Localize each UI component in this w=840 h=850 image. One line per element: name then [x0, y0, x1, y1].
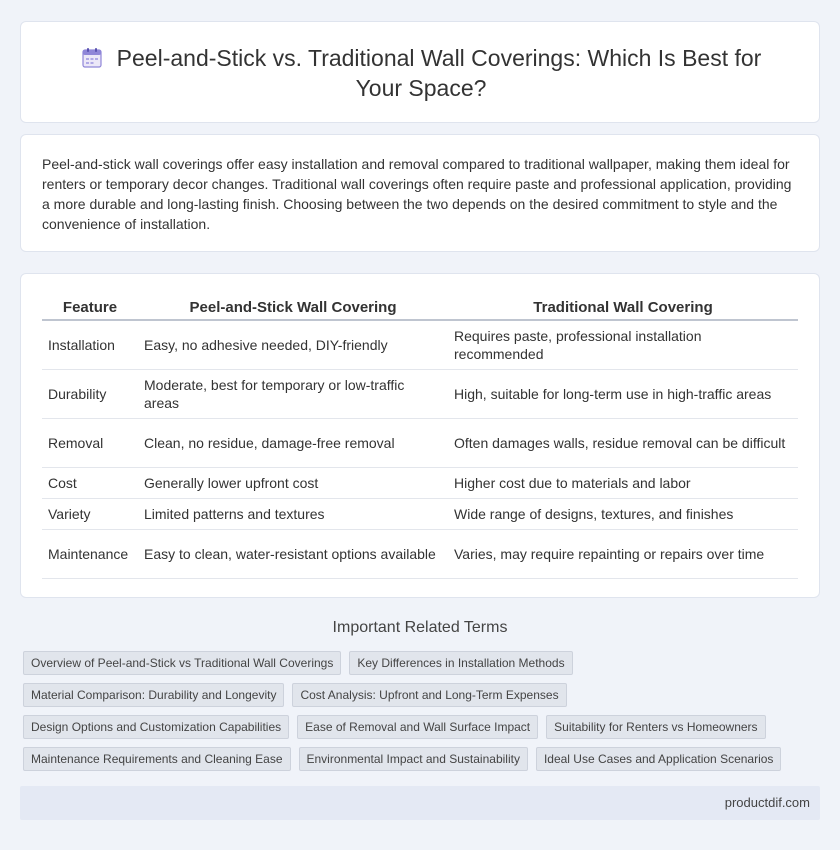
related-term-tag[interactable]: Material Comparison: Durability and Longevity — [23, 683, 284, 707]
row-peel-value: Generally lower upfront cost — [138, 467, 448, 498]
row-traditional-value: High, suitable for long-term use in high-traffic areas — [448, 369, 798, 418]
table-row — [42, 467, 798, 498]
row-traditional-value: Higher cost due to materials and labor — [448, 467, 798, 498]
row-traditional-value: Requires paste, professional installation recommended — [448, 320, 798, 369]
intro-card — [20, 134, 820, 252]
row-feature: Variety — [42, 498, 138, 529]
related-term-tag[interactable]: Overview of Peel-and-Stick vs Traditional Wall Coverings — [23, 651, 341, 675]
related-term-tag[interactable]: Environmental Impact and Sustainability — [299, 747, 528, 771]
calendar-icon — [81, 47, 103, 69]
related-term-tag[interactable]: Cost Analysis: Upfront and Long-Term Expenses — [292, 683, 566, 707]
row-peel-value: Clean, no residue, damage-free removal — [138, 418, 448, 467]
row-feature: Cost — [42, 467, 138, 498]
tag-row — [23, 683, 823, 707]
table-row — [42, 498, 798, 529]
row-feature: Maintenance — [42, 529, 138, 578]
header-feature: Feature — [42, 294, 138, 320]
related-term-tag[interactable]: Ideal Use Cases and Application Scenarios — [536, 747, 781, 771]
footer-site[interactable]: productdif.com — [724, 795, 810, 810]
row-feature: Installation — [42, 320, 138, 369]
row-traditional-value: Wide range of designs, textures, and finishes — [448, 498, 798, 529]
row-peel-value: Limited patterns and textures — [138, 498, 448, 529]
table-row — [42, 418, 798, 467]
related-term-tag[interactable]: Suitability for Renters vs Homeowners — [546, 715, 765, 739]
header-card — [20, 21, 820, 123]
related-terms-title: Important Related Terms — [332, 619, 508, 636]
table-row — [42, 529, 798, 578]
comparison-card — [20, 273, 820, 598]
row-peel-value: Easy to clean, water-resistant options available — [138, 529, 448, 578]
row-traditional-value: Often damages walls, residue removal can be difficult — [448, 418, 798, 467]
row-feature: Durability — [42, 369, 138, 418]
footer — [20, 786, 820, 820]
related-term-tag[interactable]: Design Options and Customization Capabilities — [23, 715, 289, 739]
tag-row — [23, 747, 823, 771]
related-term-tag[interactable]: Ease of Removal and Wall Surface Impact — [297, 715, 538, 739]
related-term-tag[interactable]: Key Differences in Installation Methods — [349, 651, 572, 675]
page-title-text: Peel-and-Stick vs. Traditional Wall Coverings: Which Is Best for Your Space? — [116, 45, 762, 101]
tag-row — [23, 651, 823, 675]
table-row — [42, 369, 798, 418]
row-traditional-value: Varies, may require repainting or repairs over time — [448, 529, 798, 578]
table-row — [42, 320, 798, 369]
header-traditional: Traditional Wall Covering — [448, 294, 798, 320]
row-feature: Removal — [42, 418, 138, 467]
related-terms-list — [23, 651, 823, 779]
row-peel-value: Easy, no adhesive needed, DIY-friendly — [138, 320, 448, 369]
header-peel-and-stick: Peel-and-Stick Wall Covering — [138, 294, 448, 320]
comparison-table — [42, 294, 798, 579]
row-peel-value: Moderate, best for temporary or low-traffic areas — [138, 369, 448, 418]
intro-paragraph: Peel-and-stick wall coverings offer easy installation and removal compared to traditional wallpaper, making them ideal for renters or temporary decor changes. Traditional wall coverings often require paste and professional application, providing a more durable and long-lasting finish. Choosing between the two depends on the desired commitment to style and the convenience of installation. — [42, 156, 792, 232]
related-term-tag[interactable]: Maintenance Requirements and Cleaning Ease — [23, 747, 291, 771]
table-header-row — [42, 294, 798, 320]
page-title — [61, 43, 781, 103]
tag-row — [23, 715, 823, 739]
